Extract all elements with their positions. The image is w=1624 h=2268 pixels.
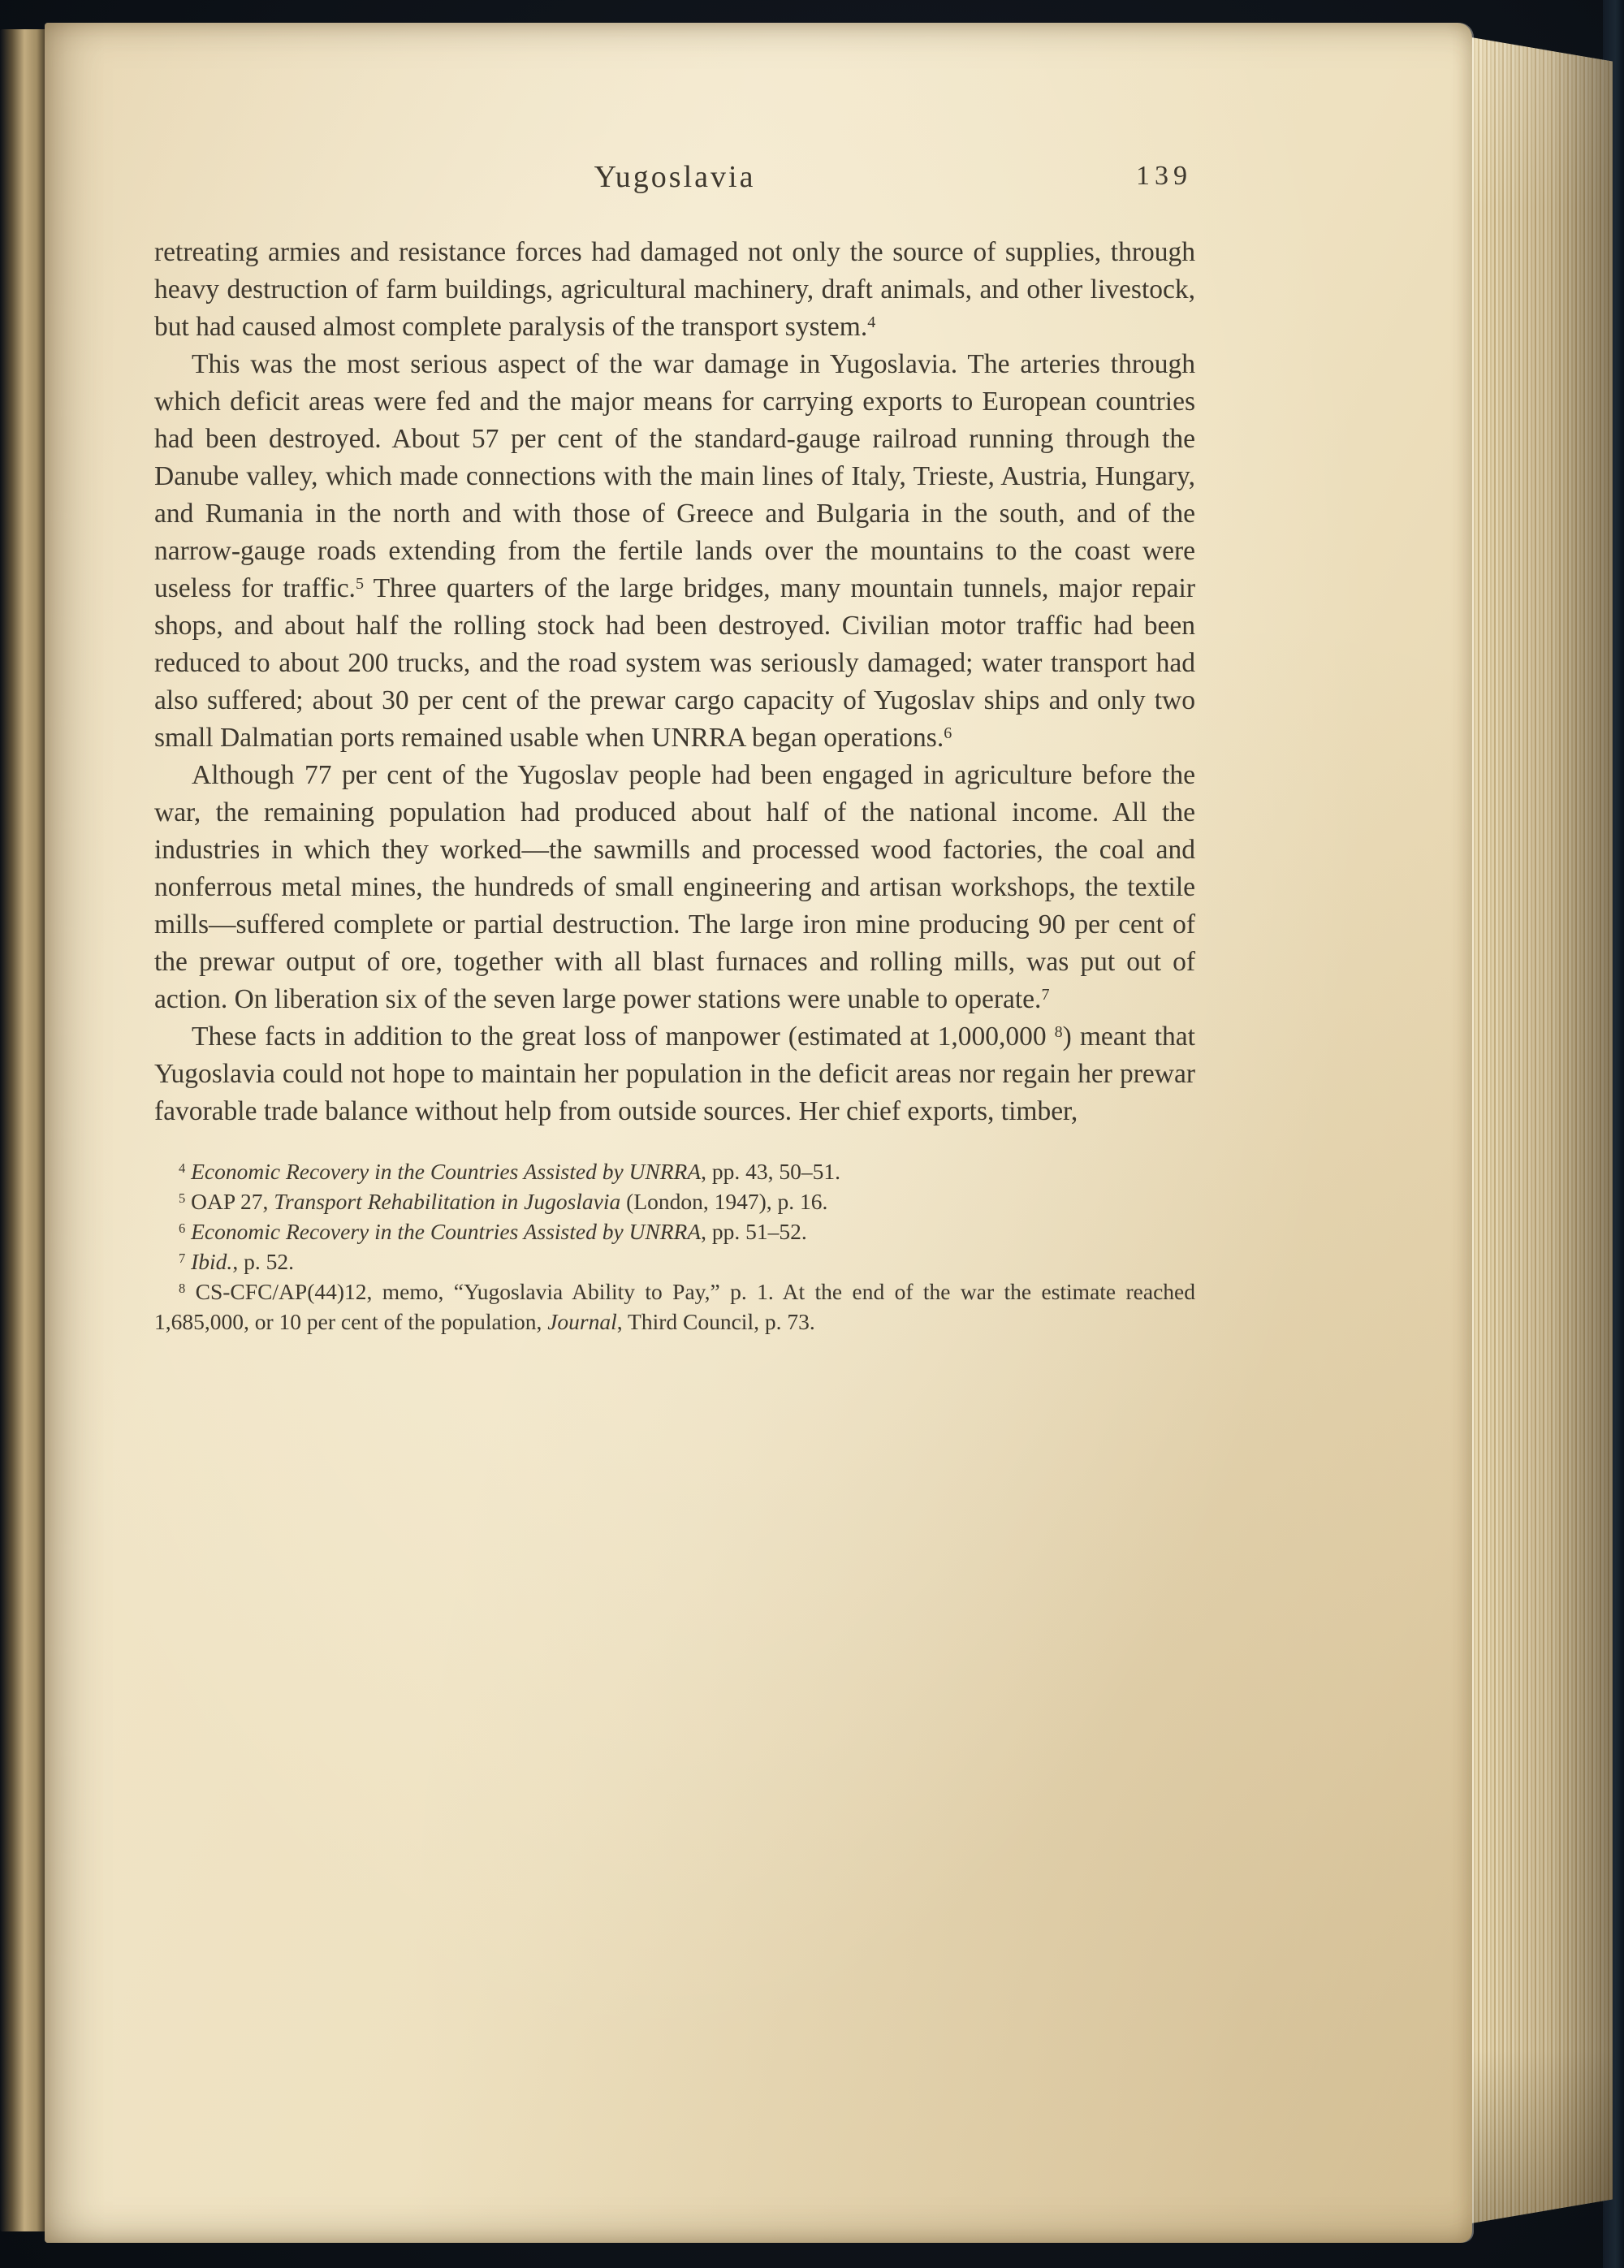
text-segment: retreating armies and resistance forces had damaged not only the source of supplies, through heavy destruction of farm buildings, agricultural machinery, draft animals, and other livestock, but had caused almost complete paralysis of the transport system. (154, 237, 1195, 342)
footnote-reference: 4 (867, 313, 876, 332)
footnote (154, 1156, 1195, 1186)
text-segment: , p. 52. (232, 1249, 294, 1274)
book-page (45, 23, 1472, 2243)
footnote (154, 1277, 1195, 1337)
text-segment: OAP 27, (185, 1189, 274, 1214)
body-text (154, 234, 1195, 1130)
text-segment: , pp. 43, 50–51. (701, 1159, 841, 1184)
page-title: Yugoslavia (594, 160, 756, 194)
text-segment: Although 77 per cent of the Yugoslav people had been engaged in agriculture before the war, the remaining population had produced about half of the national income. All the industries in which they worked—the sawmills and processed wood factories, the coal and nonferrous metal mines, the hundreds of small engineering and artisan workshops, the textile mills—suffered complete or partial destruction. The large iron mine producing 90 per cent of the prewar output of ore, together with all blast furnaces and rolling mills, was put out of action. On liberation six of the seven large power stations were unable to operate. (154, 760, 1195, 1014)
text-segment: ) meant that Yugoslavia could not hope to maintain her population in the deficit areas nor regain her prewar favorable trade balance without help from outside sources. Her chief exports, timber, (154, 1022, 1195, 1126)
footnote-reference: 6 (944, 724, 952, 743)
text-segment: These facts in addition to the great loss of manpower (estimated at 1,000,000 (192, 1022, 1055, 1052)
text-segment: , Third Council, p. 73. (616, 1309, 815, 1334)
italic-text-segment: Economic Recovery in the Countries Assisted by UNRRA (191, 1219, 702, 1244)
footnote-reference: 6 (179, 1220, 186, 1237)
page-edges-stack (1471, 37, 1613, 2223)
body-paragraph (154, 234, 1195, 346)
footnote (154, 1186, 1195, 1216)
body-paragraph (154, 757, 1195, 1018)
text-segment: This was the most serious aspect of the war damage in Yugoslavia. The arteries through which deficit areas were fed and the major means for carrying exports to European countries had been destroyed. About 57 per cent of the standard-gauge railroad running through the Danube valley, which made connections with the main lines of Italy, Trieste, Austria, Hungary, and Rumania in the north and with those of Greece and Bulgaria in the south, and of the narrow-gauge roads extending from the fertile lands over the mountains to the coast were useless for traffic. (154, 349, 1195, 603)
text-segment: Three quarters of the large bridges, many mountain tunnels, major repair shops, and about half the rolling stock had been destroyed. Civilian motor traffic had been reduced to about 200 trucks, and the road system was seriously damaged; water transport had also suffered; about 30 per cent of the prewar cargo capacity of Yugoslav ships and only two small Dalmatian ports remained usable when UNRRA began operations. (154, 573, 1195, 753)
italic-text-segment: Ibid. (191, 1249, 233, 1274)
footnote-reference: 7 (179, 1251, 186, 1267)
footnote-reference: 5 (355, 575, 364, 594)
facing-page-edge (0, 29, 47, 2231)
footnote (154, 1216, 1195, 1246)
italic-text-segment: Journal (547, 1309, 617, 1334)
italic-text-segment: Economic Recovery in the Countries Assisted by UNRRA (191, 1159, 702, 1184)
footnotes (154, 1156, 1195, 1337)
running-header (154, 159, 1195, 200)
italic-text-segment: Transport Rehabilitation in Jugoslavia (274, 1189, 621, 1214)
footnote-reference: 8 (179, 1281, 186, 1297)
footnote (154, 1246, 1195, 1277)
footnote-reference: 8 (1054, 1023, 1063, 1042)
body-paragraph (154, 346, 1195, 757)
footnote-reference: 7 (1041, 986, 1050, 1004)
footnote-reference: 4 (179, 1160, 186, 1177)
body-paragraph (154, 1018, 1195, 1130)
text-segment: (London, 1947), p. 16. (620, 1189, 828, 1214)
text-segment: , pp. 51–52. (701, 1219, 807, 1244)
page-number: 139 (1136, 161, 1192, 191)
text-segment: CS-CFC/AP(44)12, memo, “Yugoslavia Ability to Pay,” p. 1. At the end of the war the estimate reached 1,685,000, or 10 per cent of the population, (154, 1279, 1195, 1334)
page-content (154, 159, 1195, 1337)
footnote-reference: 5 (179, 1190, 186, 1207)
